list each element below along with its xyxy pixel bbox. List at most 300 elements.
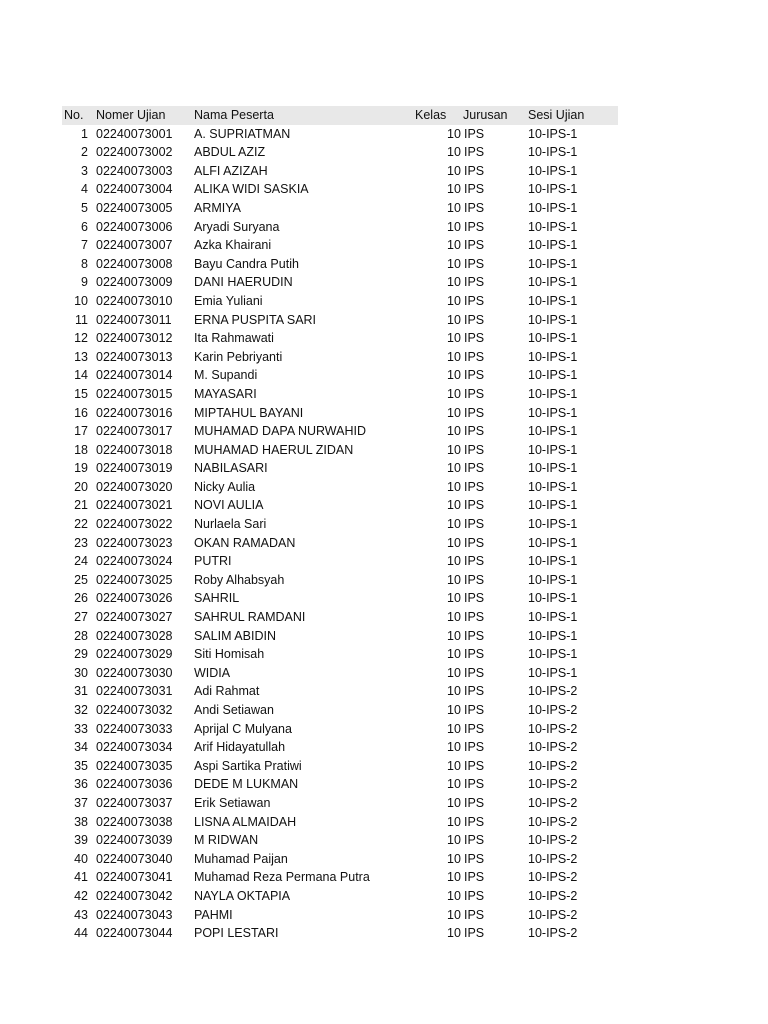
row-kelas: 10 [447,888,461,903]
row-kelas: 10 [447,126,461,141]
row-no: 35 [74,758,88,773]
row-no: 29 [74,647,88,662]
row-sesi-ujian: 10-IPS-1 [528,665,578,680]
row-kelas: 10 [447,368,461,383]
table-row [62,571,618,590]
row-no: 39 [74,833,88,848]
row-nomer-ujian: 02240073001 [96,126,173,141]
row-kelas: 10 [447,200,461,215]
row-no: 26 [74,591,88,606]
row-no: 2 [81,145,88,160]
table-row [62,515,618,534]
row-sesi-ujian: 10-IPS-2 [528,703,578,717]
row-jurusan: IPS [464,888,485,903]
table-row [62,682,618,701]
header-sesi-ujian: Sesi Ujian [528,108,585,122]
row-sesi-ujian: 10-IPS-1 [528,368,578,383]
row-nama-peserta: Karin Pebriyanti [194,349,283,364]
row-no: 37 [74,795,88,810]
row-nama-peserta: WIDIA [194,665,231,680]
row-kelas: 10 [447,572,461,587]
row-nomer-ujian: 02240073003 [96,163,173,178]
row-jurusan: IPS [464,200,485,215]
row-no: 21 [74,498,88,513]
row-nomer-ujian: 02240073006 [96,219,173,234]
row-sesi-ujian: 10-IPS-1 [528,479,578,494]
row-nama-peserta: SALIM ABIDIN [194,628,276,643]
row-sesi-ujian: 10-IPS-1 [528,275,578,290]
row-kelas: 10 [447,851,461,866]
row-jurusan: IPS [464,331,485,346]
table-row [62,496,618,515]
row-nomer-ujian: 02240073017 [96,424,173,439]
row-jurusan: IPS [464,293,485,308]
row-nomer-ujian: 02240073011 [96,312,172,327]
row-jurusan: IPS [464,926,485,941]
table-row [62,329,618,348]
row-no: 24 [74,554,88,569]
row-kelas: 10 [447,907,461,922]
row-jurusan: IPS [464,907,485,922]
row-nomer-ujian: 02240073025 [96,572,173,587]
row-no: 10 [74,293,88,308]
row-nama-peserta: OKAN RAMADAN [194,535,296,550]
row-kelas: 10 [447,461,461,476]
row-nama-peserta: M RIDWAN [194,833,259,848]
row-sesi-ujian: 10-IPS-2 [528,684,578,699]
row-sesi-ujian: 10-IPS-1 [528,498,578,513]
row-no: 4 [81,182,88,197]
row-nama-peserta: Emia Yuliani [194,293,263,308]
row-kelas: 10 [447,926,461,941]
row-kelas: 10 [447,386,461,401]
row-nomer-ujian: 02240073031 [96,684,173,699]
row-nama-peserta: Azka Khairani [194,238,272,253]
participant-table [62,106,618,943]
row-sesi-ujian: 10-IPS-2 [528,758,578,773]
row-sesi-ujian: 10-IPS-1 [528,405,578,420]
row-sesi-ujian: 10-IPS-2 [528,888,578,903]
row-nama-peserta: Nicky Aulia [194,479,256,494]
row-sesi-ujian: 10-IPS-2 [528,870,578,885]
row-nomer-ujian: 02240073009 [96,275,173,290]
row-kelas: 10 [447,628,461,643]
table-row [62,794,618,813]
row-sesi-ujian: 10-IPS-2 [528,926,578,941]
row-nomer-ujian: 02240073033 [96,721,173,736]
table-row [62,664,618,683]
row-nomer-ujian: 02240073014 [96,368,173,383]
row-jurusan: IPS [464,665,485,680]
row-kelas: 10 [447,795,461,810]
row-kelas: 10 [447,479,461,494]
table-row [62,366,618,385]
row-no: 20 [74,479,88,494]
row-jurusan: IPS [464,256,485,271]
row-sesi-ujian: 10-IPS-1 [528,256,578,271]
row-no: 28 [74,628,88,643]
row-nomer-ujian: 02240073026 [96,591,173,606]
table-row [62,906,618,925]
row-jurusan: IPS [464,386,485,401]
row-kelas: 10 [447,238,461,253]
row-jurusan: IPS [464,795,485,810]
row-nama-peserta: Aprijal C Mulyana [194,721,292,736]
row-jurusan: IPS [464,219,485,234]
row-sesi-ujian: 10-IPS-2 [528,777,578,792]
row-jurusan: IPS [464,684,485,699]
row-jurusan: IPS [464,424,485,439]
row-kelas: 10 [447,814,461,829]
row-sesi-ujian: 10-IPS-1 [528,163,578,178]
row-nama-peserta: Bayu Candra Putih [194,256,299,271]
row-kelas: 10 [447,665,461,680]
row-jurusan: IPS [464,238,485,253]
row-kelas: 10 [447,405,461,420]
row-sesi-ujian: 10-IPS-1 [528,591,578,606]
row-nomer-ujian: 02240073020 [96,479,173,494]
row-nomer-ujian: 02240073037 [96,795,173,810]
row-jurusan: IPS [464,145,485,160]
row-sesi-ujian: 10-IPS-1 [528,293,578,308]
row-no: 11 [75,312,88,327]
header-kelas: Kelas [415,108,447,122]
table-row [62,720,618,739]
row-no: 41 [74,870,88,885]
row-kelas: 10 [447,219,461,234]
row-jurusan: IPS [464,498,485,513]
row-nomer-ujian: 02240073038 [96,814,173,829]
table-row [62,850,618,869]
row-jurusan: IPS [464,591,485,606]
table-row [62,143,618,162]
row-sesi-ujian: 10-IPS-1 [528,517,578,532]
row-nomer-ujian: 02240073021 [96,498,173,513]
row-kelas: 10 [447,591,461,606]
row-nomer-ujian: 02240073044 [96,926,173,941]
row-jurusan: IPS [464,814,485,829]
row-sesi-ujian: 10-IPS-1 [528,535,578,550]
row-nomer-ujian: 02240073008 [96,256,173,271]
row-nomer-ujian: 02240073007 [96,238,173,253]
row-nomer-ujian: 02240073032 [96,703,173,717]
table-row [62,552,618,571]
row-nomer-ujian: 02240073042 [96,888,173,903]
row-no: 5 [81,200,88,215]
row-jurusan: IPS [464,126,485,141]
row-sesi-ujian: 10-IPS-2 [528,814,578,829]
row-jurusan: IPS [464,870,485,885]
row-nama-peserta: MUHAMAD HAERUL ZIDAN [194,442,354,457]
row-jurusan: IPS [464,275,485,290]
table-row [62,292,618,311]
row-no: 18 [74,442,88,457]
table-row [62,459,618,478]
row-jurusan: IPS [464,628,485,643]
table-row [62,757,618,776]
table-row [62,199,618,218]
row-nama-peserta: POPI LESTARI [194,926,279,941]
table-row [62,273,618,292]
table-row [62,236,618,255]
row-jurusan: IPS [464,554,485,569]
table-body [62,125,618,943]
row-nomer-ujian: 02240073005 [96,200,173,215]
row-sesi-ujian: 10-IPS-2 [528,740,578,755]
row-nama-peserta: ERNA PUSPITA SARI [194,312,317,327]
table-row [62,813,618,832]
table-row [62,627,618,646]
row-no: 13 [74,349,88,364]
row-nama-peserta: A. SUPRIATMAN [194,126,291,141]
row-jurusan: IPS [464,721,485,736]
row-jurusan: IPS [464,610,485,625]
header-jurusan: Jurusan [463,108,508,122]
row-kelas: 10 [447,331,461,346]
row-no: 27 [74,610,88,625]
row-nama-peserta: DANI HAERUDIN [194,275,293,290]
row-nama-peserta: Nurlaela Sari [194,517,267,532]
table-row [62,887,618,906]
row-no: 38 [74,814,88,829]
row-nomer-ujian: 02240073040 [96,851,173,866]
row-jurusan: IPS [464,442,485,457]
table-row [62,589,618,608]
row-nomer-ujian: 02240073034 [96,740,173,755]
row-jurusan: IPS [464,703,485,717]
row-nama-peserta: NOVI AULIA [194,498,264,513]
table-row [62,478,618,497]
table-row [62,255,618,274]
row-nama-peserta: MIPTAHUL BAYANI [194,405,304,420]
row-jurusan: IPS [464,572,485,587]
row-no: 19 [74,461,88,476]
row-nama-peserta: MAYASARI [194,386,257,401]
row-no: 31 [74,684,88,699]
row-no: 33 [74,721,88,736]
row-jurusan: IPS [464,535,485,550]
row-sesi-ujian: 10-IPS-1 [528,145,578,160]
row-no: 6 [81,219,88,234]
row-kelas: 10 [447,758,461,773]
row-sesi-ujian: 10-IPS-1 [528,554,578,569]
row-kelas: 10 [447,145,461,160]
row-kelas: 10 [447,721,461,736]
row-sesi-ujian: 10-IPS-1 [528,610,578,625]
row-jurusan: IPS [464,851,485,866]
row-no: 15 [74,386,88,401]
row-nama-peserta: PAHMI [194,907,233,922]
row-nomer-ujian: 02240073043 [96,907,173,922]
row-nomer-ujian: 02240073016 [96,405,173,420]
row-kelas: 10 [447,833,461,848]
row-no: 40 [74,851,88,866]
row-no: 8 [81,256,88,271]
table-row [62,218,618,237]
row-sesi-ujian: 10-IPS-1 [528,126,578,141]
table-row [62,180,618,199]
row-jurusan: IPS [464,368,485,383]
row-nama-peserta: Aspi Sartika Pratiwi [194,758,302,773]
row-nama-peserta: ARMIYA [194,200,241,215]
row-no: 30 [74,665,88,680]
row-nomer-ujian: 02240073013 [96,349,173,364]
row-no: 14 [74,368,88,383]
table-row [62,831,618,850]
row-kelas: 10 [447,424,461,439]
row-nama-peserta: ALFI AZIZAH [194,163,268,178]
row-nama-peserta: Muhamad Reza Permana Putra [194,870,370,885]
row-sesi-ujian: 10-IPS-1 [528,349,578,364]
row-jurusan: IPS [464,647,485,662]
row-no: 34 [74,740,88,755]
row-kelas: 10 [447,535,461,550]
row-nomer-ujian: 02240073018 [96,442,173,457]
row-nomer-ujian: 02240073010 [96,293,173,308]
row-kelas: 10 [447,777,461,792]
row-kelas: 10 [447,293,461,308]
row-no: 22 [74,517,88,532]
row-no: 1 [81,126,88,141]
row-jurusan: IPS [464,479,485,494]
row-no: 16 [74,405,88,420]
row-kelas: 10 [447,182,461,197]
row-nomer-ujian: 02240073035 [96,758,173,773]
row-no: 17 [74,424,88,439]
row-nama-peserta: DEDE M LUKMAN [194,777,299,792]
row-nomer-ujian: 02240073023 [96,535,173,550]
row-sesi-ujian: 10-IPS-2 [528,721,578,736]
row-nama-peserta: M. Supandi [194,368,258,383]
row-nama-peserta: Aryadi Suryana [194,219,280,234]
row-jurusan: IPS [464,182,485,197]
row-nomer-ujian: 02240073041 [96,870,173,885]
row-no: 43 [74,907,88,922]
header-nama-peserta: Nama Peserta [194,108,274,122]
row-nomer-ujian: 02240073004 [96,182,173,197]
row-nomer-ujian: 02240073012 [96,331,173,346]
row-kelas: 10 [447,517,461,532]
row-kelas: 10 [447,610,461,625]
table-row [62,404,618,423]
table-header [62,106,618,125]
row-sesi-ujian: 10-IPS-1 [528,572,578,587]
row-nomer-ujian: 02240073029 [96,647,173,662]
row-nama-peserta: SAHRIL [194,591,240,606]
row-nama-peserta: Arif Hidayatullah [194,740,286,755]
row-nama-peserta: PUTRI [194,554,232,569]
row-nomer-ujian: 02240073015 [96,386,173,401]
row-sesi-ujian: 10-IPS-1 [528,461,578,476]
table-row [62,775,618,794]
row-kelas: 10 [447,498,461,513]
row-nomer-ujian: 02240073024 [96,554,173,569]
row-no: 44 [74,926,88,941]
row-nomer-ujian: 02240073022 [96,517,173,532]
row-kelas: 10 [447,703,461,717]
row-nomer-ujian: 02240073019 [96,461,173,476]
table-row [62,348,618,367]
row-nama-peserta: Adi Rahmat [194,684,260,699]
row-no: 23 [74,535,88,550]
row-nomer-ujian: 02240073027 [96,610,173,625]
row-kelas: 10 [447,163,461,178]
row-kelas: 10 [447,275,461,290]
row-nama-peserta: ABDUL AZIZ [194,145,266,160]
row-jurusan: IPS [464,405,485,420]
row-jurusan: IPS [464,312,485,327]
row-no: 25 [74,572,88,587]
row-sesi-ujian: 10-IPS-1 [528,442,578,457]
row-nama-peserta: ALIKA WIDI SASKIA [194,182,309,197]
row-sesi-ujian: 10-IPS-1 [528,312,578,327]
table-row [62,162,618,181]
table-row [62,738,618,757]
row-kelas: 10 [447,312,461,327]
row-sesi-ujian: 10-IPS-2 [528,833,578,848]
row-jurusan: IPS [464,740,485,755]
row-nama-peserta: SAHRUL RAMDANI [194,610,306,625]
table-row [62,441,618,460]
table-row [62,701,618,720]
table-row [62,924,618,943]
row-kelas: 10 [447,349,461,364]
row-no: 32 [74,703,88,717]
table-row [62,645,618,664]
row-nama-peserta: Ita Rahmawati [194,331,274,346]
row-sesi-ujian: 10-IPS-1 [528,200,578,215]
row-no: 36 [74,777,88,792]
row-nama-peserta: Andi Setiawan [194,703,274,717]
row-nomer-ujian: 02240073036 [96,777,173,792]
row-sesi-ujian: 10-IPS-1 [528,628,578,643]
table-row [62,534,618,553]
row-nomer-ujian: 02240073039 [96,833,173,848]
table-row [62,868,618,887]
row-kelas: 10 [447,684,461,699]
table-row [62,125,618,144]
row-sesi-ujian: 10-IPS-1 [528,647,578,662]
row-no: 9 [81,275,88,290]
row-nomer-ujian: 02240073028 [96,628,173,643]
row-sesi-ujian: 10-IPS-1 [528,424,578,439]
row-kelas: 10 [447,647,461,662]
row-kelas: 10 [447,256,461,271]
row-jurusan: IPS [464,777,485,792]
row-no: 42 [74,888,88,903]
row-kelas: 10 [447,870,461,885]
row-jurusan: IPS [464,833,485,848]
row-kelas: 10 [447,740,461,755]
row-kelas: 10 [447,442,461,457]
row-no: 7 [81,238,88,253]
row-jurusan: IPS [464,461,485,476]
row-nama-peserta: MUHAMAD DAPA NURWAHID [194,424,367,439]
row-sesi-ujian: 10-IPS-1 [528,331,578,346]
row-nama-peserta: NAYLA OKTAPIA [194,888,291,903]
row-nama-peserta: NABILASARI [194,461,268,476]
row-nama-peserta: Muhamad Paijan [194,851,288,866]
row-kelas: 10 [447,554,461,569]
row-no: 3 [81,163,88,178]
row-nama-peserta: LISNA ALMAIDAH [194,814,297,829]
row-jurusan: IPS [464,517,485,532]
row-sesi-ujian: 10-IPS-1 [528,238,578,253]
row-jurusan: IPS [464,758,485,773]
row-nama-peserta: Siti Homisah [194,647,265,662]
row-nama-peserta: Erik Setiawan [194,795,271,810]
header-no: No. [64,108,84,122]
